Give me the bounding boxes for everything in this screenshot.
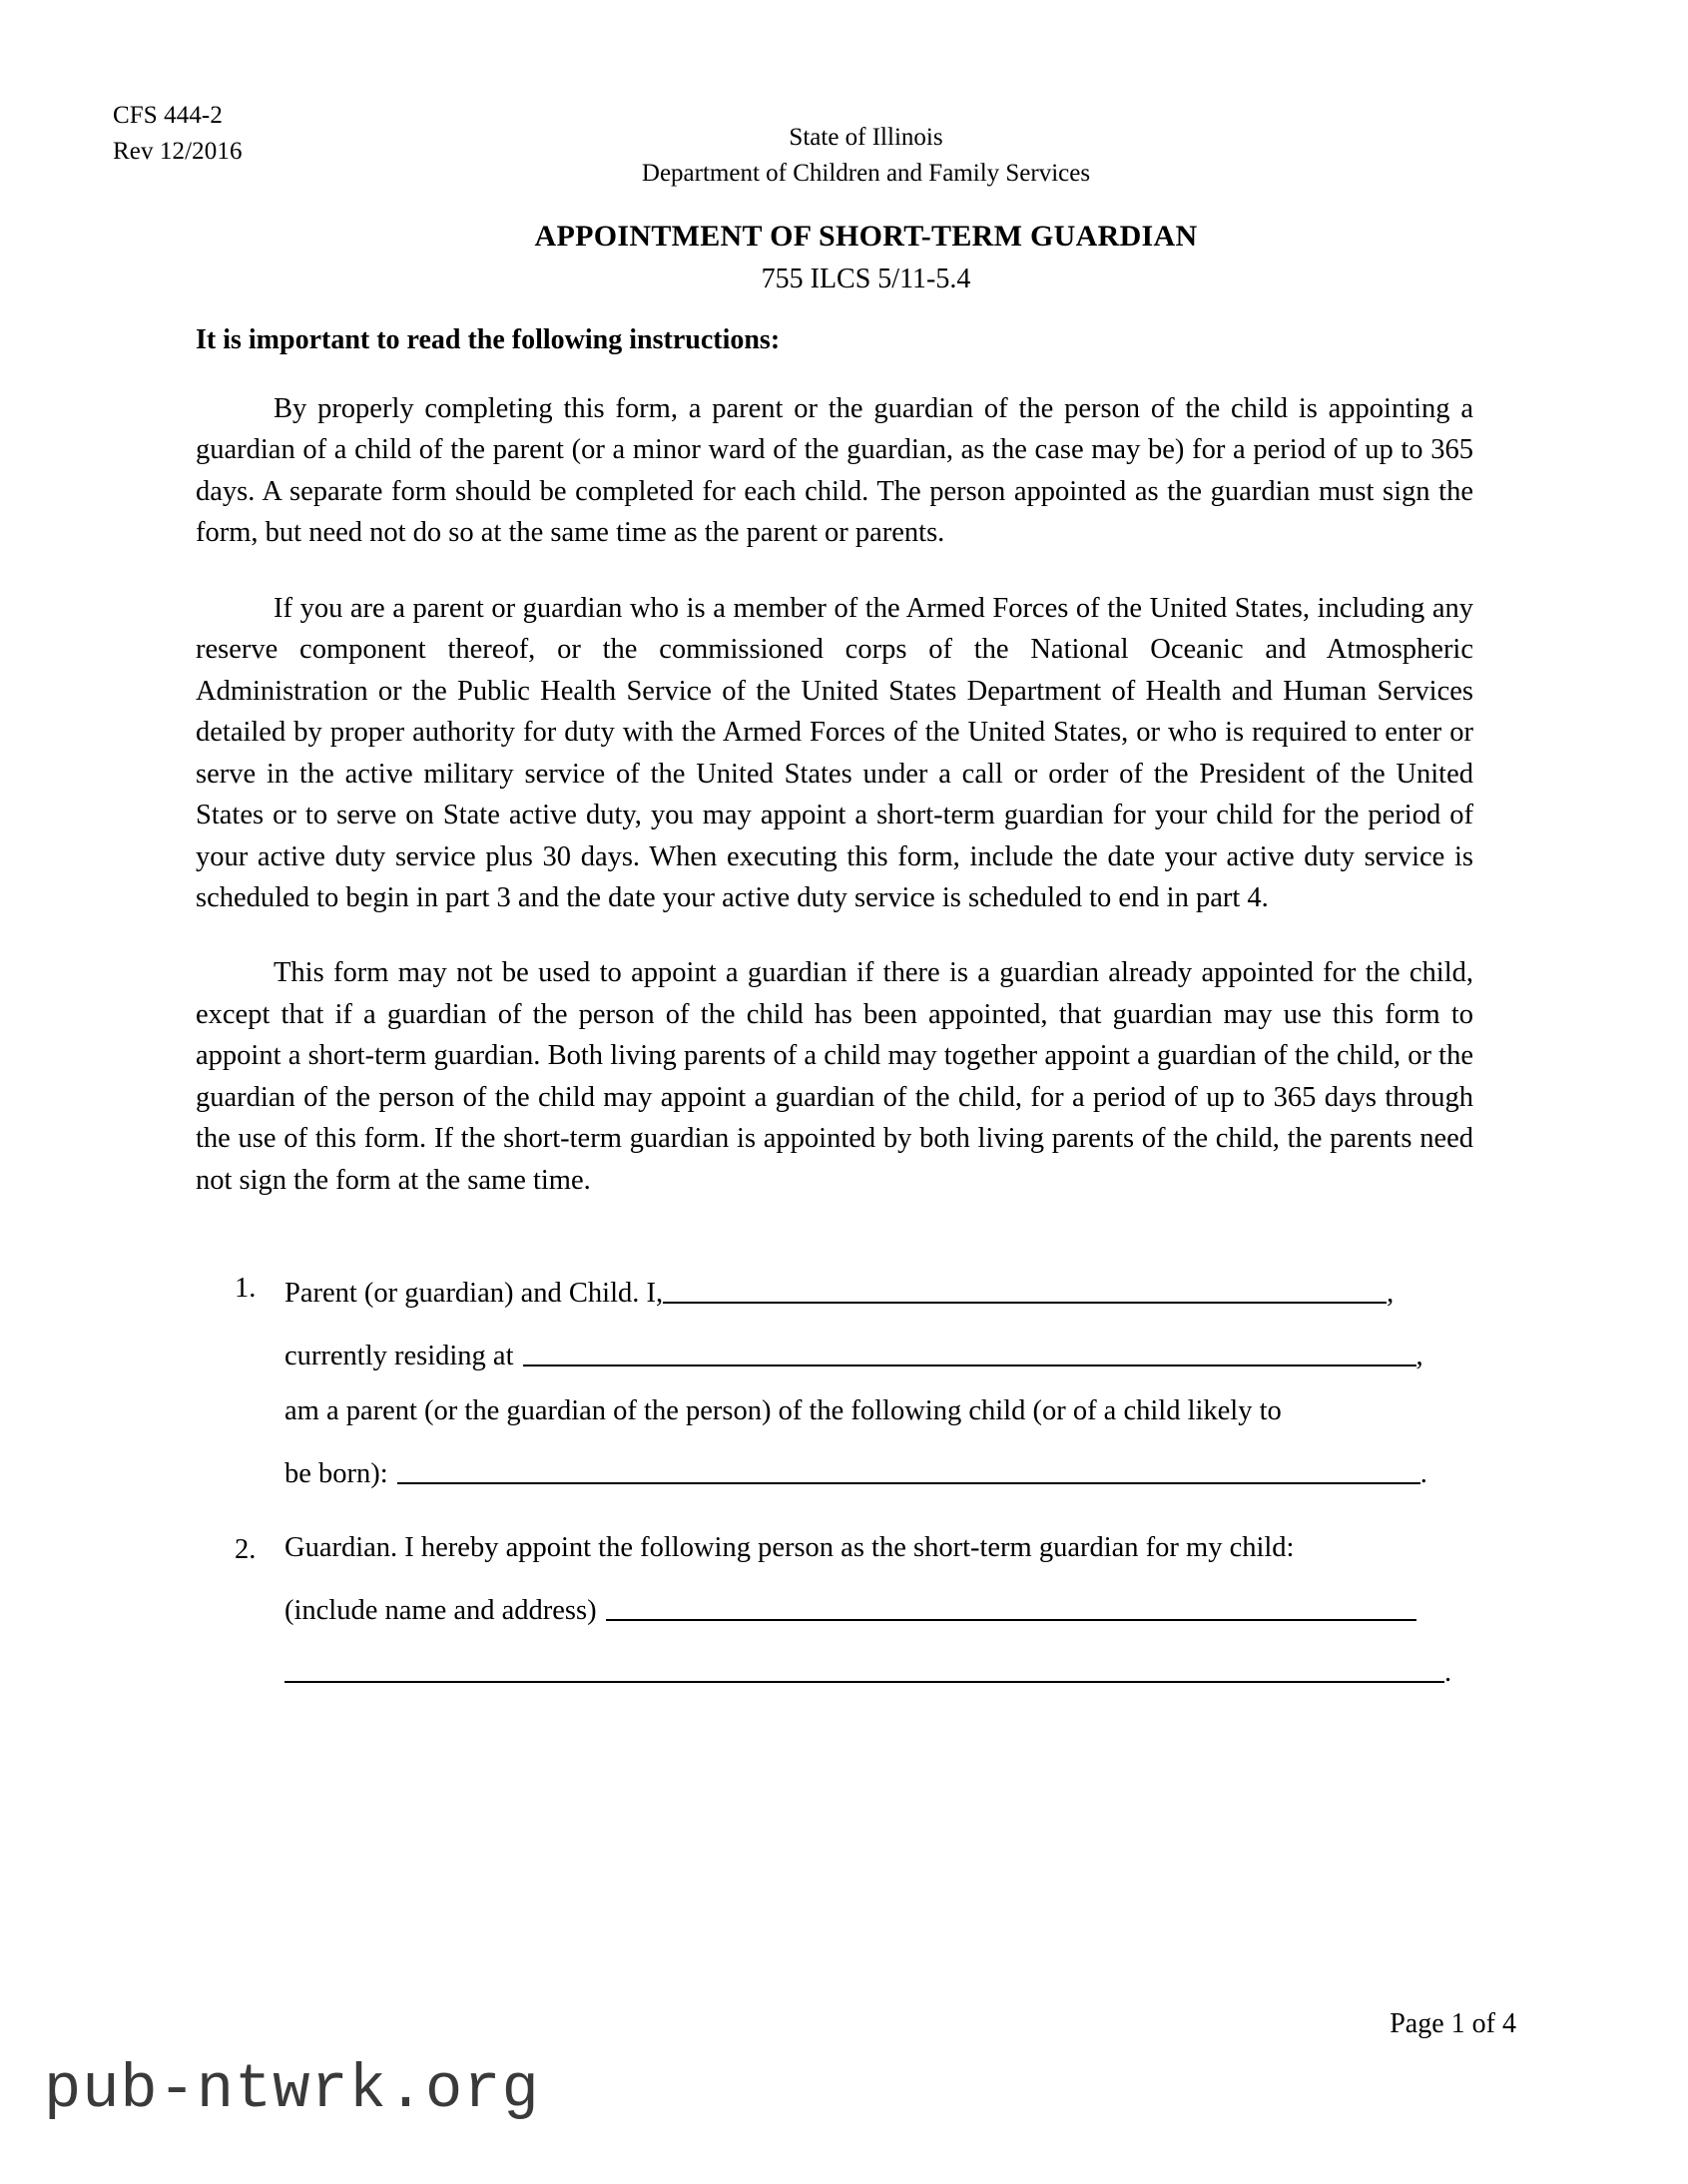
item-1-line-4 xyxy=(284,1453,1473,1489)
instructions-heading: It is important to read the following instructions: xyxy=(196,324,781,355)
item-2-line-2 xyxy=(284,1590,1473,1626)
item-1-line-2 xyxy=(284,1336,1473,1371)
form-revision: Rev 12/2016 xyxy=(113,137,243,165)
form-number: CFS 444-2 xyxy=(113,102,223,129)
form-items xyxy=(196,1273,1473,1688)
instructions-body xyxy=(196,324,1473,1201)
title-block xyxy=(0,220,1688,295)
item-1-label-child: be born): xyxy=(284,1457,388,1489)
statute-citation: 755 ILCS 5/11-5.4 xyxy=(761,264,971,294)
field-child-name[interactable] xyxy=(397,1453,1420,1484)
instruction-paragraph-3: This form may not be used to appoint a guardian if there is a guardian already appointed for the child, except that if a guardian of the person of the child has been appointed, that guardian may use this form to appoint a short-term guardian. Both living parents of a child may together appoint a guardian of the child, or the guardian of the person of the child may appoint a guardian of the child, for a period of up to 365 days through the use of this form. If the short-term guardian is appointed by both living parents of the child, the parents need not sign the form at the same time. xyxy=(196,957,1473,1196)
item-1-line-1-trailing: , xyxy=(1387,1278,1395,1310)
field-guardian-name-address-2[interactable] xyxy=(284,1652,1444,1683)
item-1-line-2-trailing: , xyxy=(1415,1340,1423,1371)
item-2-label-guardian: (include name and address) xyxy=(284,1594,597,1626)
instruction-paragraph-2: If you are a parent or guardian who is a member of the Armed Forces of the United States, including any reserve component thereof, or the commissioned corps of the National Oceanic and Atmospheric Administration or the Public Health Service of the United States Department of Health and Human Services detailed by proper authority for duty with the Armed Forces of the United States, or who is required to enter or serve in the active military service of the United States under a call or order of the President of the United States or to serve on State active duty, you may appoint a short-term guardian for your child for the period of your active duty service plus 30 days. When executing this form, include the date your active duty service is scheduled to begin in part 3 and the date your active duty service is scheduled to end in part 4. xyxy=(196,592,1473,913)
watermark: pub-ntwrk.org xyxy=(44,2054,540,2125)
item-2-number: 2. xyxy=(235,1534,257,1566)
field-guardian-name-address-1[interactable] xyxy=(606,1590,1416,1621)
form-item-2 xyxy=(196,1534,1473,1688)
agency-department: Department of Children and Family Services xyxy=(641,159,1091,187)
page-number: Page 1 of 4 xyxy=(1390,2008,1516,2039)
item-2-line-3 xyxy=(284,1652,1473,1688)
item-1-line-1 xyxy=(284,1273,1473,1309)
instruction-paragraph-1: By properly completing this form, a parent or the guardian of the person of the child is appointing a guardian of a child of the parent (or a minor ward of the guardian, as the case may be) for a period of up to 365 days. A separate form should be completed for each child. The person appointed as the guardian must sign the form, but need not do so at the same time as the parent or parents. xyxy=(196,393,1473,549)
item-1-line-3: am a parent (or the guardian of the person) of the following child (or of a child likely to xyxy=(284,1395,1282,1427)
item-1-number: 1. xyxy=(235,1273,257,1304)
item-1-line-4-trailing: . xyxy=(1419,1457,1427,1489)
field-parent-name[interactable] xyxy=(663,1273,1387,1304)
item-2-line-1: Guardian. I hereby appoint the following person as the short-term guardian for my child: xyxy=(284,1532,1295,1564)
page-title: APPOINTMENT OF SHORT-TERM GUARDIAN xyxy=(534,220,1198,253)
item-2-line-3-trailing: . xyxy=(1444,1657,1452,1689)
agency-block xyxy=(0,120,1688,191)
form-item-1 xyxy=(196,1273,1473,1488)
agency-state: State of Illinois xyxy=(789,124,943,151)
item-1-label-residence: currently residing at xyxy=(284,1340,514,1371)
field-parent-address[interactable] xyxy=(523,1336,1416,1366)
item-1-label-name: Parent (or guardian) and Child. I, xyxy=(284,1278,664,1310)
